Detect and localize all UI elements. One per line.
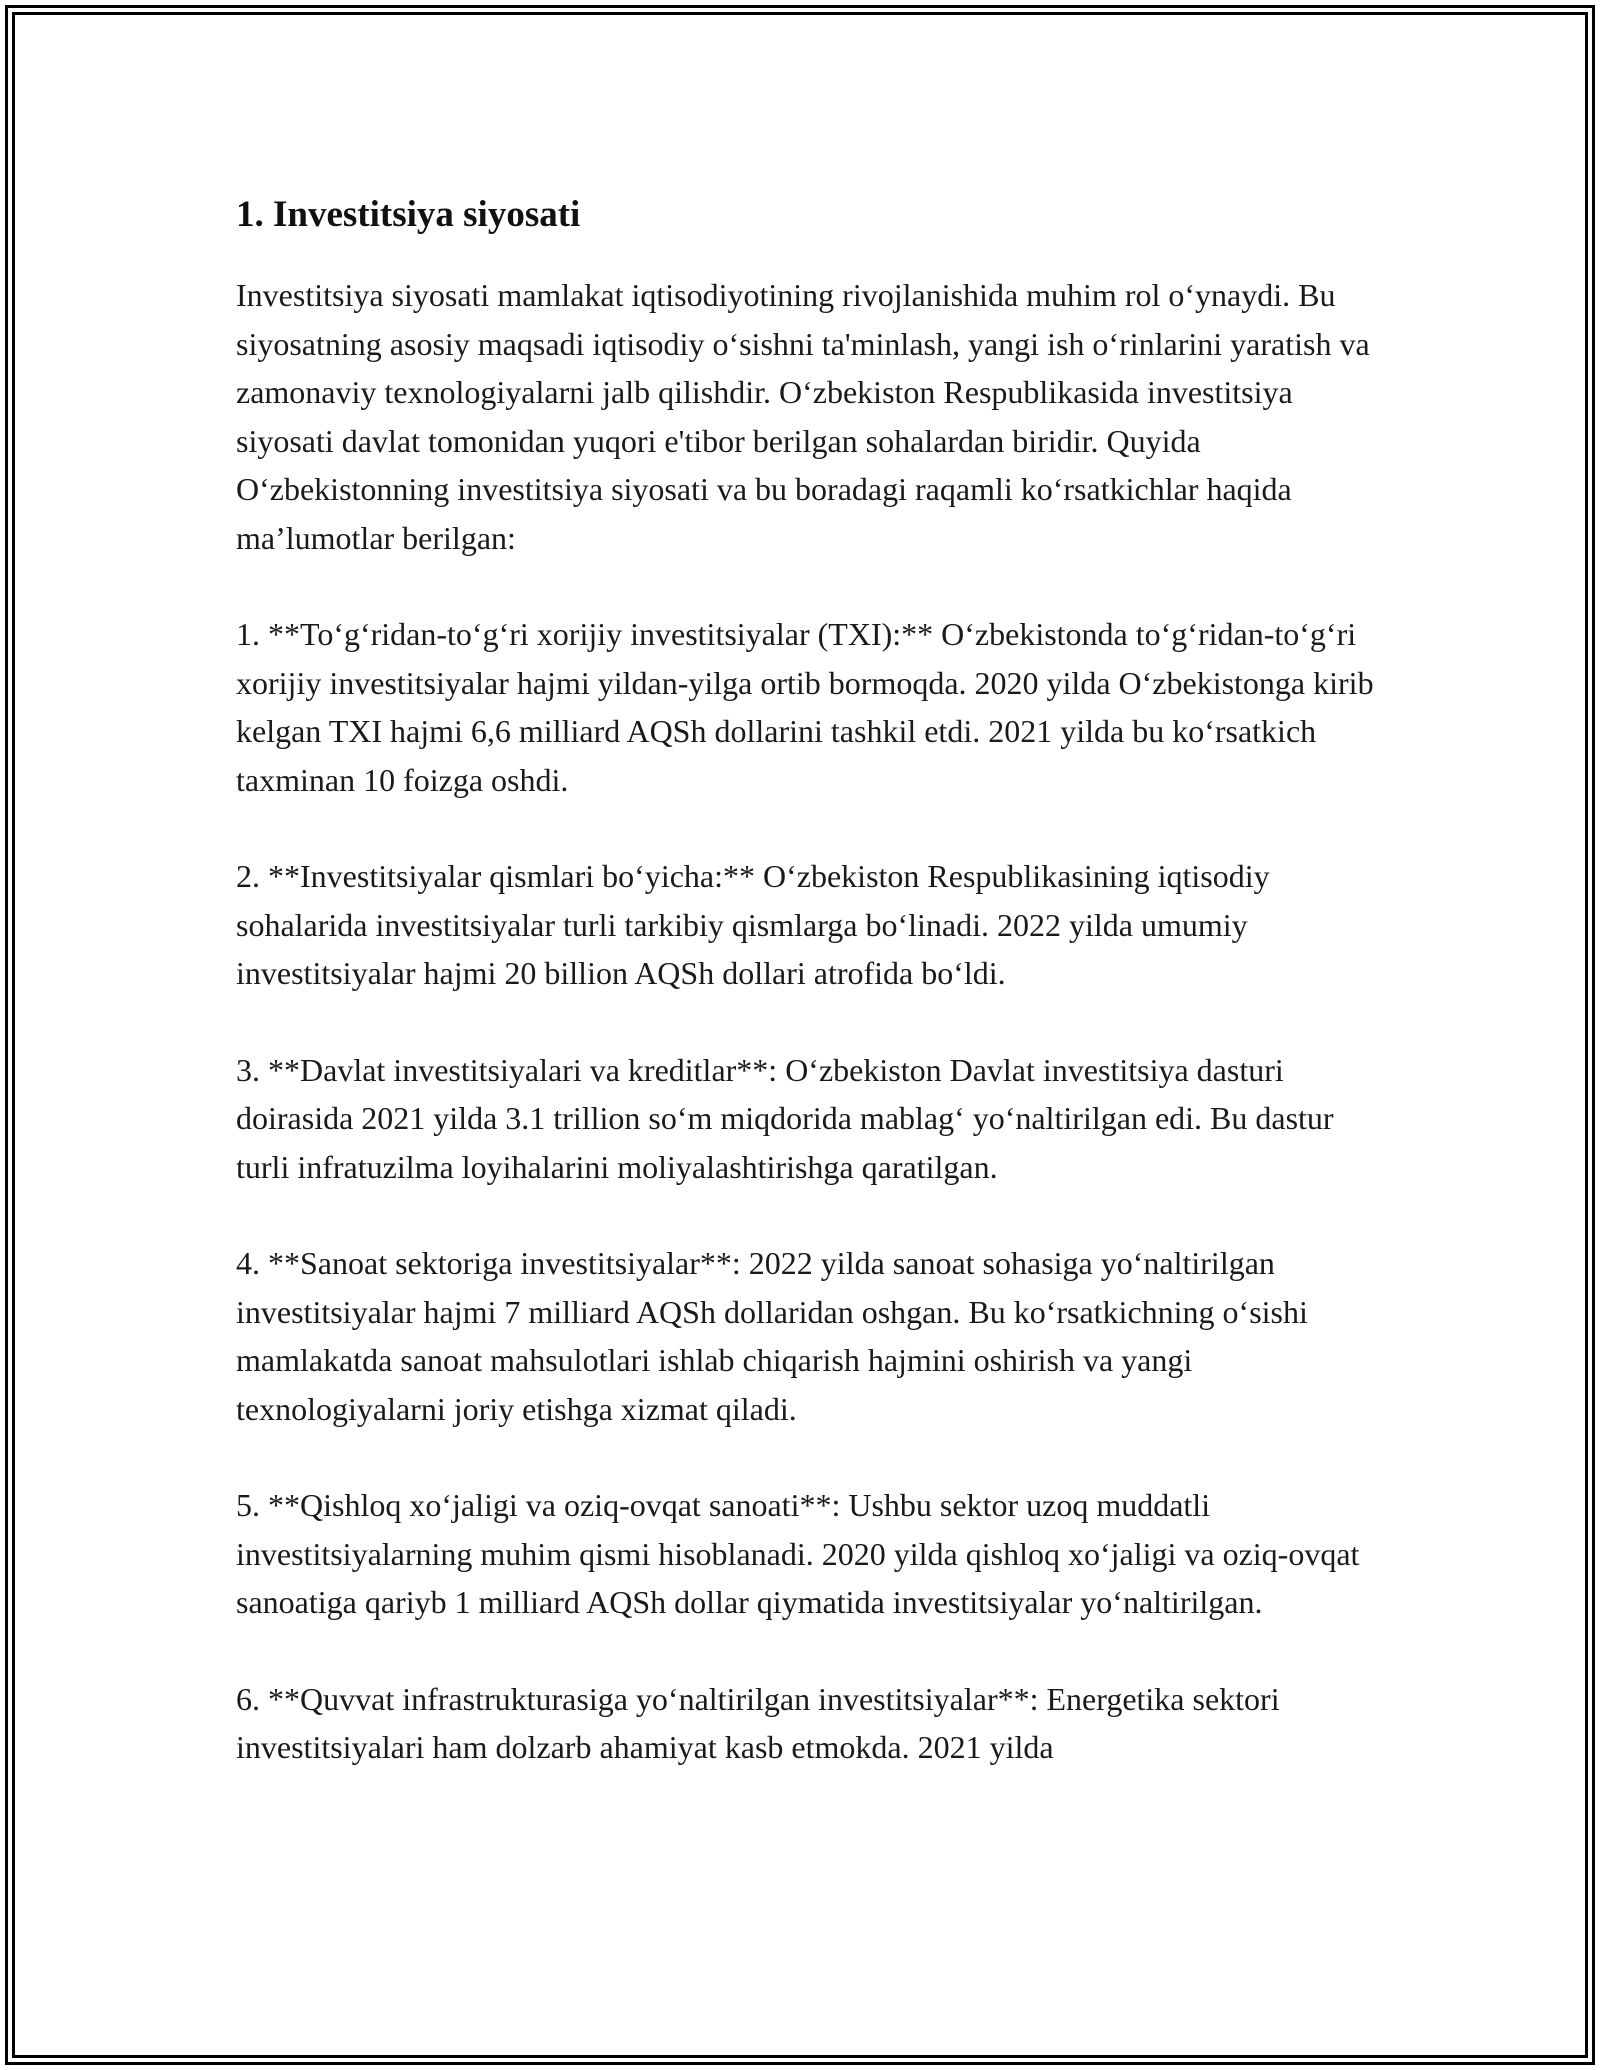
paragraph-investment-parts: 2. **Investitsiyalar qismlari bo‘yicha:** O‘zbekiston Respublikasining iqtisodiy sohalarida investitsiyalar turli tarkibiy qismlarga bo‘linadi. 2022 yilda umumiy investitsiyalar hajmi 20 billion AQSh dollari atrofida bo‘ldi. bbox=[236, 858, 1278, 991]
paragraph-fdi: 1. **To‘g‘ridan-to‘g‘ri xorijiy investitsiyalar (TXI):** O‘zbekistonda to‘g‘ridan-to‘g‘ri xorijiy investitsiyalar hajmi yildan-yilga ortib bormoqda. 2020 yilda O‘zbekistonga kirib kelgan TXI hajmi 6,6 milliard AQSh dollarini tashkil etdi. 2021 yilda bu ko‘rsatkich taxminan 10 foizga oshdi. bbox=[236, 616, 1382, 798]
section-heading: 1. Investitsiya siyosati bbox=[236, 194, 581, 235]
paragraph-industry-investments: 4. **Sanoat sektoriga investitsiyalar**: 2022 yilda sanoat sohasiga yo‘naltirilgan investitsiyalar hajmi 7 milliard AQSh dollaridan oshgan. Bu ko‘rsatkichning o‘sishi mamlakatda sanoat mahsulotlari ishlab chiqarish hajmini oshirish va yangi texnologiyalarni joriy etishga xizmat qiladi. bbox=[236, 1245, 1316, 1427]
document-body bbox=[236, 185, 1386, 1820]
paragraph-state-investments: 3. **Davlat investitsiyalari va kreditlar**: O‘zbekiston Davlat investitsiya dasturi doirasida 2021 yilda 3.1 trillion so‘m miqdorida mablag‘ yo‘naltirilgan edi. Bu dastur turli infratuzilma loyihalarini moliyalashtirishga qaratilgan. bbox=[236, 1051, 1342, 1185]
paragraph-energy-infrastructure: 6. **Quvvat infrastrukturasiga yo‘naltirilgan investitsiyalar**: Energetika sektori investitsiyalari ham dolzarb ahamiyat kasb etmokda. 2021 yilda bbox=[236, 1680, 1288, 1765]
intro-paragraph: Investitsiya siyosati mamlakat iqtisodiyotining rivojlanishida muhim rol o‘ynaydi. Bu siyosatning asosiy maqsadi iqtisodiy o‘sishni ta'minlash, yangi ish o‘rinlarini yaratish va zamonaviy texnologiyalarni jalb qilishdir. O‘zbekiston Respublikasida investitsiya siyosati davlat tomonidan yuqori e'tibor berilgan sohalardan biridir. Quyida O‘zbekistonning investitsiya siyosati va bu boradagi raqamli ko‘rsatkichlar haqida ma’lumotlar berilgan: bbox=[236, 277, 1378, 556]
paragraph-agriculture: 5. **Qishloq xo‘jaligi va oziq-ovqat sanoati**: Ushbu sektor uzoq muddatli investitsiyalarning muhim qismi hisoblanadi. 2020 yilda qishloq xo‘jaligi va oziq-ovqat sanoatiga qariyb 1 milliard AQSh dollar qiymatida investitsiyalar yo‘naltirilgan. bbox=[236, 1487, 1368, 1620]
